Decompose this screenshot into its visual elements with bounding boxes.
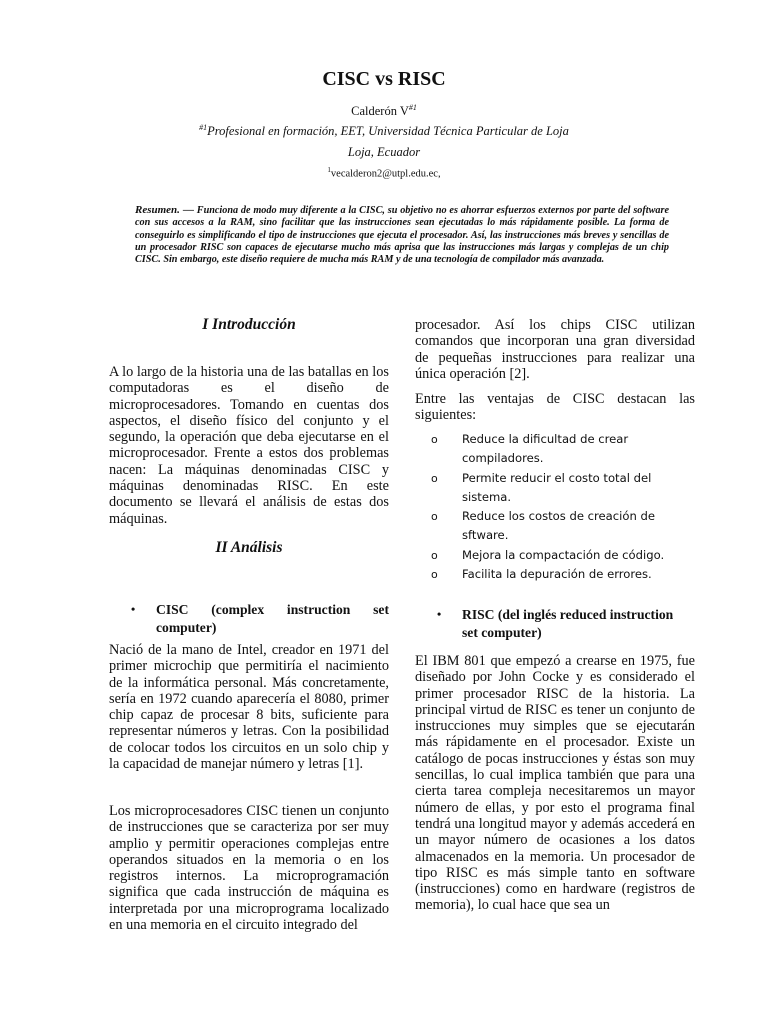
- list-item: [431, 565, 681, 584]
- author-superscript: #1: [408, 103, 417, 112]
- introduction-paragraph: A lo largo de la historia una de las batallas en los computadoras es el diseño de microprocesadores. Tomando en cuentas dos aspectos, el diseño físico del conjunto y el segundo, la operación que deba ejecutarse en el microprocesador. Frente a estos dos problemas nacen: La máquinas denominadas CISC y máquinas denominadas RISC. En este documento se llevará el análisis de estas dos máquinas.: [109, 364, 389, 527]
- risc-paragraph: El IBM 801 que empezó a crearse en 1975, fue diseñado por John Cocke y es considerado el primer procesador RISC de la historia. La principal virtud de RISC es tener un conjunto de instrucciones muy simples que se ejecutarán más rápidamente en el procesador. Existe un catálogo de pocas instrucciones y éstas son muy sencillas, lo cual implica también que para una cierta tarea compleja necesitaremos un mayor número de ellas, y por esto el programa final tendrá una longitud mayor y además accederá en un mayor número de ocasiones a los datos almacenados en la memoria. Un procesador de tipo RISC es más simple tanto en software (instrucciones) como en hardware (registros de memoria), lo cual hace que sea un: [415, 653, 695, 914]
- advantages-intro: Entre las ventajas de CISC destacan las siguientes:: [415, 391, 695, 424]
- affiliation-line: [0, 123, 768, 139]
- location-line: Loja, Ecuador: [347, 145, 421, 159]
- cisc-bullet: •: [131, 602, 136, 616]
- advantage-text: Mejora la compactación de código.: [462, 547, 665, 562]
- advantage-text: Reduce los costos de creación de sftware.: [462, 509, 655, 543]
- list-item: [431, 469, 681, 508]
- paper-title: CISC vs RISC: [322, 68, 446, 90]
- section-analysis-title: II Análisis: [215, 539, 283, 556]
- advantage-text: Reduce la dificultad de crear compiladores.: [462, 432, 629, 466]
- email-line: [0, 166, 768, 180]
- risc-bullet: •: [437, 607, 442, 621]
- advantage-text: Facilita la depuración de errores.: [462, 567, 652, 582]
- risc-heading: RISC (del inglés reduced instruction set computer): [462, 607, 674, 640]
- cisc-paragraph-2: Los microprocesadores CISC tienen un conjunto de instrucciones que se caracteriza por ser muy amplio y permitir operaciones complejas entre operandos situados en la memoria o en los registros internos. La microprogramación significa que cada instrucción de máquina es interpretada por una microprograma localizado en una memoria en el circuito integrado del: [109, 803, 389, 934]
- author-name: Calderón V: [351, 104, 409, 119]
- cisc-paragraph-1: Nació de la mano de Intel, creador en 1971 del primer microchip que permitiría el nacimiento de la informática personal. Más concretamente, sería en 1972 cuando aparecería el 8080, primer chip capaz de procesar 8 bits, suficiente para representar números y letras. Con la posibilidad de colocar todos los circuitos en un solo chip y la capacidad de manejar número y letras [1].: [109, 642, 389, 773]
- list-marker: o: [431, 510, 438, 524]
- list-marker: o: [431, 433, 438, 446]
- list-marker: o: [431, 471, 438, 485]
- abstract-label: Resumen. —: [135, 204, 194, 216]
- email-address: vecalderon2@utpl.edu.ec,: [330, 168, 441, 180]
- cisc-continued-paragraph: procesador. Así los chips CISC utilizan comandos que incorporan una gran diversidad de pequeñas instrucciones para realizar una única operación [2].: [415, 317, 695, 382]
- list-marker: o: [431, 548, 438, 562]
- affiliation-text: Profesional en formación, EET, Universidad Técnica Particular de Loja: [207, 124, 569, 139]
- advantage-text: Permite reducir el costo total del sistema.: [462, 470, 652, 504]
- list-item: [431, 430, 681, 469]
- list-item: [431, 507, 681, 546]
- advantages-list: [431, 430, 681, 584]
- author-line: [0, 103, 768, 119]
- section-introduction-title: I Introducción: [202, 316, 296, 333]
- email-superscript: 1: [327, 166, 331, 174]
- cisc-heading: CISC (complex instruction set computer): [156, 602, 389, 635]
- list-marker: o: [431, 568, 438, 582]
- abstract: [135, 204, 669, 266]
- abstract-text: Funciona de modo muy diferente a la CISC, su objetivo no es ahorrar esfuerzos externos por parte del software con sus accesos a la RAM, sino facilitar que las instrucciones sean ejecutadas lo más rápidamente posible. La forma de conseguirlo es simplificando el tipo de instrucciones que ejecuta el procesador. Así, las instrucciones más breves y sencillas de un procesador RISC son capaces de ejecutarse mucho más aprisa que las instrucciones más largas y complejas de un chip CISC. Sin embargo, este diseño requiere de mucha más RAM y de una tecnología de compilador más avanzada.: [135, 205, 669, 266]
- list-item: [431, 546, 681, 565]
- affiliation-superscript: #1: [199, 123, 208, 132]
